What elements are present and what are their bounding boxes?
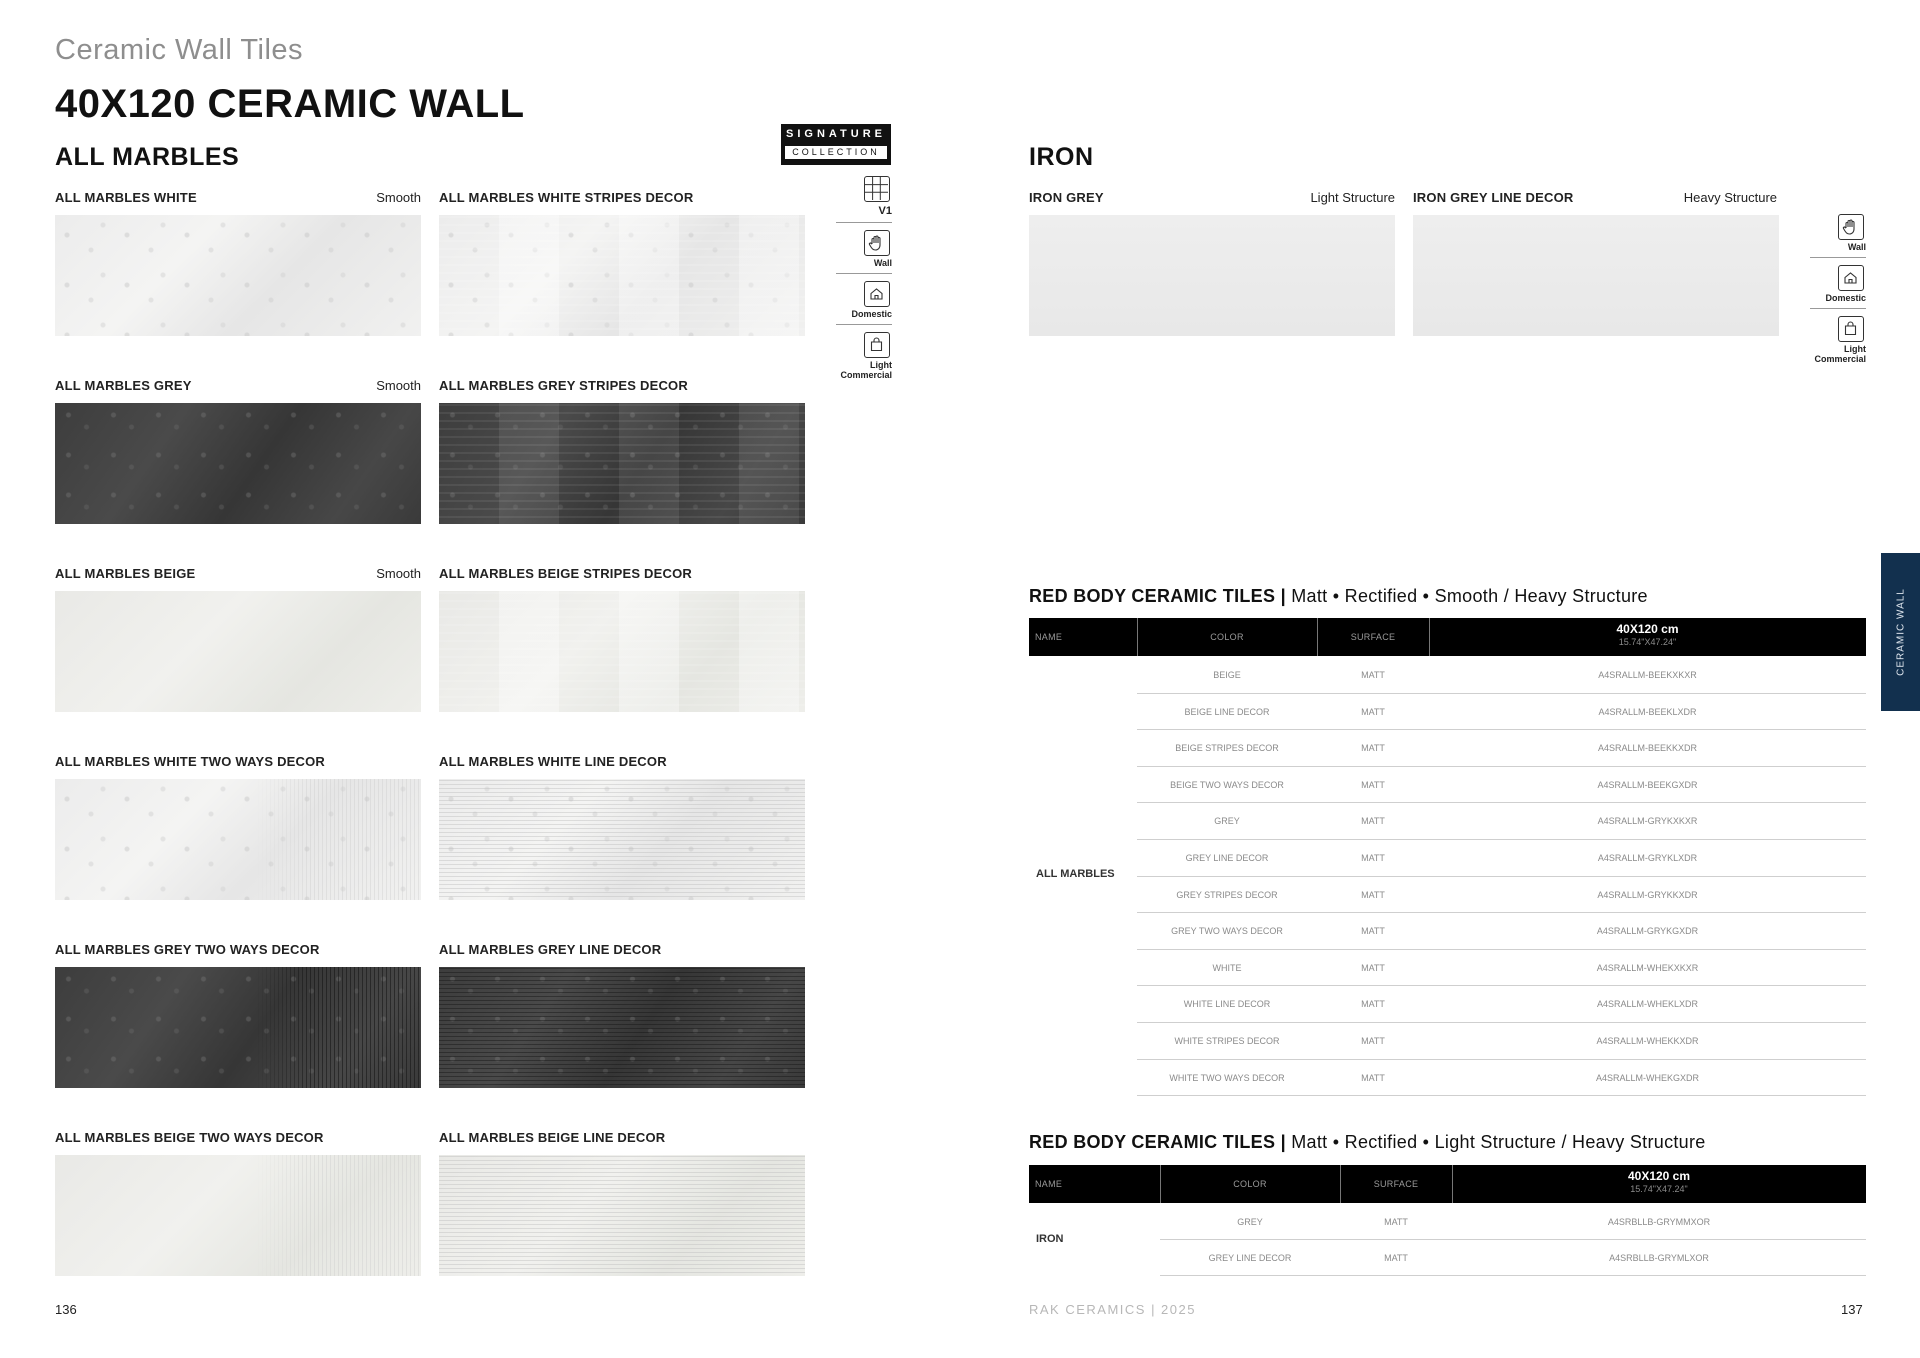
table-row [1137, 986, 1866, 1023]
color-cell: WHITE TWO WAYS DECOR [1169, 1072, 1285, 1083]
wall-label: Wall [873, 258, 892, 268]
header-size: 40X120 cm [1616, 622, 1679, 636]
tile-name: ALL MARBLES WHITE TWO WAYS DECOR [55, 754, 326, 769]
color-cell: GREY TWO WAYS DECOR [1171, 926, 1283, 937]
light-label: Light [870, 360, 892, 370]
table2-title-specs: Matt • Rectified • Light Structure / Heavy Structure [1285, 1132, 1706, 1152]
code-cell: A4SRALLM-GRYKLXDR [1597, 853, 1698, 863]
code-cell: A4SRALLM-BEEKLXDR [1598, 706, 1697, 717]
shopping-bag-icon [1838, 316, 1864, 342]
table1-header [1029, 618, 1866, 656]
row-divider [1160, 1275, 1866, 1276]
color-cell: GREY [1214, 816, 1240, 827]
table-row [1137, 913, 1866, 950]
code-cell: A4SRALLM-GRYKGXDR [1596, 926, 1699, 937]
hand-icon [1838, 214, 1864, 240]
tile-swatch-white-line [439, 779, 805, 900]
surface-cell: MATT [1361, 926, 1385, 937]
table2-group-name: IRON [1036, 1233, 1064, 1245]
tile-name: IRON GREY LINE DECOR [1413, 190, 1574, 205]
tile-name: ALL MARBLES GREY TWO WAYS DECOR [55, 942, 320, 957]
table-row [1137, 803, 1866, 840]
hand-icon [864, 230, 890, 256]
tile-swatch-beige-line [439, 1155, 805, 1276]
tile-swatch-grey-two-ways [55, 967, 421, 1088]
tile-finish: Smooth [376, 378, 421, 393]
header-surface: SURFACE [1350, 632, 1396, 642]
header-name: NAME [1035, 1179, 1063, 1189]
color-cell: BEIGE TWO WAYS DECOR [1170, 779, 1284, 790]
divider [836, 324, 892, 325]
table1-title-specs: Matt • Rectified • Smooth / Heavy Structure [1285, 586, 1648, 606]
color-cell: WHITE [1212, 962, 1242, 973]
tile-finish: Light Structure [1310, 190, 1395, 205]
tile-finish: Smooth [376, 190, 421, 205]
house-icon [1838, 265, 1864, 291]
grid-icon [864, 176, 890, 202]
surface-cell: MATT [1361, 889, 1385, 900]
tile-swatch-beige [55, 591, 421, 712]
table2-title-bold: RED BODY CERAMIC TILES | [1029, 1132, 1286, 1152]
surface-cell: MATT [1361, 1072, 1385, 1083]
surface-cell: MATT [1361, 816, 1385, 827]
surface-cell: MATT [1384, 1253, 1408, 1263]
tile-name: ALL MARBLES WHITE STRIPES DECOR [439, 190, 694, 205]
table1-title [1029, 586, 1648, 607]
code-cell: A4SRBLLB-GRYMLXOR [1609, 1253, 1709, 1263]
color-cell: WHITE LINE DECOR [1183, 999, 1271, 1010]
tile-swatch-beige-two-ways [55, 1155, 421, 1276]
tile-name: ALL MARBLES GREY [55, 378, 192, 393]
all-marbles-heading: ALL MARBLES [55, 143, 240, 171]
tile-swatch-grey-stripes [439, 403, 805, 524]
color-cell: BEIGE LINE DECOR [1184, 706, 1270, 717]
domestic-label: Domestic [851, 309, 892, 319]
header-name: NAME [1035, 632, 1063, 642]
shopping-bag-icon [864, 332, 890, 358]
table1-group-name: ALL MARBLES [1036, 868, 1115, 880]
code-cell: A4SRALLM-BEEKXKXR [1598, 670, 1697, 680]
surface-cell: MATT [1361, 670, 1385, 680]
table-row [1160, 1240, 1866, 1276]
header-surface: SURFACE [1373, 1179, 1419, 1189]
table-row [1137, 877, 1866, 914]
table-row [1137, 1060, 1866, 1097]
tile-swatch-grey [55, 403, 421, 524]
table-row [1137, 1023, 1866, 1060]
code-cell: A4SRALLM-WHEKGXDR [1595, 1072, 1700, 1083]
tile-finish: Heavy Structure [1683, 190, 1777, 205]
divider [836, 273, 892, 274]
header-size-inch: 15.74"X47.24" [1630, 1184, 1688, 1194]
section-kicker: Ceramic Wall Tiles [55, 34, 304, 66]
commercial-label: Commercial [1814, 354, 1866, 364]
tile-name: ALL MARBLES WHITE [55, 190, 197, 205]
footer-brand: RAK CERAMICS | 2025 [1029, 1302, 1196, 1317]
tile-name: ALL MARBLES BEIGE LINE DECOR [439, 1130, 666, 1145]
surface-cell: MATT [1361, 999, 1385, 1010]
tile-name: ALL MARBLES BEIGE STRIPES DECOR [439, 566, 692, 581]
code-cell: A4SRALLM-BEEKKXDR [1597, 743, 1698, 754]
table-row [1137, 950, 1866, 987]
code-cell: A4SRALLM-GRYKKXDR [1597, 889, 1698, 900]
light-label: Light [1844, 344, 1866, 354]
divider [836, 222, 892, 223]
table-row [1137, 657, 1866, 694]
section-side-tab[interactable] [1881, 553, 1920, 711]
table-row [1160, 1204, 1866, 1240]
color-cell: GREY STRIPES DECOR [1176, 889, 1278, 900]
code-cell: A4SRBLLB-GRYMMXOR [1607, 1217, 1711, 1227]
table2-header [1029, 1165, 1866, 1203]
header-color: COLOR [1210, 632, 1244, 642]
color-cell: GREY LINE DECOR [1208, 1253, 1292, 1263]
color-cell: BEIGE [1213, 670, 1241, 680]
wall-label: Wall [1847, 242, 1866, 252]
surface-cell: MATT [1361, 706, 1385, 717]
header-size-inch: 15.74"X47.24" [1618, 637, 1677, 647]
divider [1810, 257, 1866, 258]
surface-cell: MATT [1384, 1217, 1408, 1227]
header-color: COLOR [1233, 1179, 1267, 1189]
code-cell: A4SRALLM-BEEKGXDR [1597, 779, 1698, 790]
left-page-number: 136 [55, 1302, 77, 1317]
tile-name: IRON GREY [1029, 190, 1104, 205]
code-cell: A4SRALLM-WHEKKXDR [1596, 1036, 1699, 1046]
table-row [1137, 767, 1866, 804]
color-cell: GREY LINE DECOR [1185, 853, 1269, 863]
table-row [1137, 840, 1866, 877]
code-cell: A4SRALLM-WHEKXKXR [1596, 962, 1699, 973]
code-cell: A4SRALLM-GRYKXKXR [1597, 816, 1698, 827]
collection-label: COLLECTION [785, 146, 887, 159]
tile-finish: Smooth [376, 566, 421, 581]
tile-swatch-white-two-ways [55, 779, 421, 900]
surface-cell: MATT [1361, 779, 1385, 790]
tile-name: ALL MARBLES BEIGE [55, 566, 196, 581]
tile-name: ALL MARBLES WHITE LINE DECOR [439, 754, 667, 769]
table2-title [1029, 1132, 1706, 1153]
surface-cell: MATT [1361, 1036, 1385, 1046]
table-row [1137, 694, 1866, 731]
surface-cell: MATT [1361, 962, 1385, 973]
table1-title-bold: RED BODY CERAMIC TILES | [1029, 586, 1286, 606]
domestic-label: Domestic [1825, 293, 1866, 303]
signature-label: SIGNATURE [786, 128, 886, 140]
color-cell: WHITE STRIPES DECOR [1174, 1036, 1280, 1046]
iron-heading: IRON [1029, 143, 1094, 171]
v1-label: V1 [878, 205, 892, 217]
color-cell: BEIGE STRIPES DECOR [1175, 743, 1279, 754]
header-size: 40X120 cm [1627, 1169, 1691, 1183]
tile-name: ALL MARBLES BEIGE TWO WAYS DECOR [55, 1130, 324, 1145]
tile-swatch-white [55, 215, 421, 336]
tile-name: ALL MARBLES GREY LINE DECOR [439, 942, 662, 957]
tile-swatch-iron-grey-line [1413, 215, 1779, 336]
house-icon [864, 281, 890, 307]
table-row [1137, 730, 1866, 767]
color-cell: GREY [1237, 1217, 1263, 1227]
tile-swatch-white-stripes [439, 215, 805, 336]
row-divider [1137, 1095, 1866, 1096]
tile-swatch-iron-grey [1029, 215, 1395, 336]
commercial-label: Commercial [840, 370, 892, 380]
code-cell: A4SRALLM-WHEKLXDR [1596, 999, 1699, 1010]
surface-cell: MATT [1361, 743, 1385, 754]
tile-swatch-grey-line [439, 967, 805, 1088]
signature-collection-badge [781, 124, 891, 165]
tile-swatch-beige-stripes [439, 591, 805, 712]
divider [1810, 308, 1866, 309]
tile-name: ALL MARBLES GREY STRIPES DECOR [439, 378, 688, 393]
right-page-number: 137 [1841, 1302, 1863, 1317]
page-title: 40X120 CERAMIC WALL [55, 82, 525, 126]
side-tab-label: CERAMIC WALL [1895, 588, 1906, 676]
surface-cell: MATT [1361, 853, 1385, 863]
